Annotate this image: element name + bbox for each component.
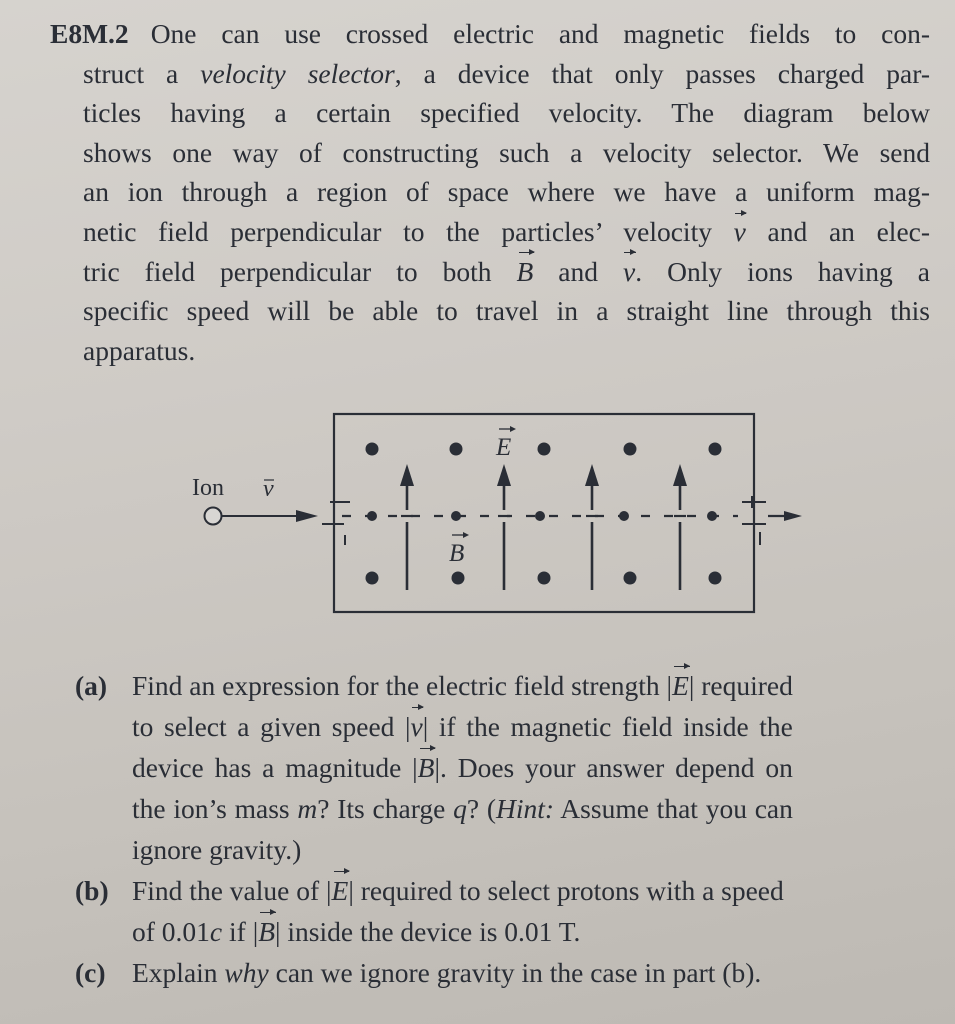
ion-particle <box>205 508 222 525</box>
part-c-text: Explain why can we ignore gravity in the case in part (b). <box>132 957 762 988</box>
B-label-arrowhead <box>463 532 469 538</box>
part-a-text: Find an expression for the electric field strength |E| required to select a given speed |v| if the magnetic field inside the device has a magnitude |B|. Does your answer depend on the ion’s mass m? Its charge q? (Hint: Assume that you can ignore gravity.) <box>132 665 793 870</box>
velocity-arrow-head <box>296 510 318 522</box>
v-vector-symbol: v <box>411 706 423 747</box>
B-vector-symbol: B <box>258 911 275 952</box>
part-a-label: (a) <box>75 670 108 701</box>
v-vector-symbol: v <box>734 212 746 252</box>
intro-line-2: struct a velocity selector, a device that only passes charged par- <box>83 57 930 89</box>
intro-line-6: netic field perpendicular to the particles’ velocity v and an elec- <box>50 212 930 252</box>
B-field-label: B <box>449 540 465 567</box>
intro-line-1: E8M.2 One can use crossed electric and magnetic fields to con- <box>50 18 930 49</box>
intro-line-5: an ion through a region of space where we have a uniform mag- <box>83 176 930 208</box>
part-c <box>75 952 925 993</box>
intro-line-7: tric field perpendicular to both B and v. Only ions having a <box>50 252 930 292</box>
entrance-slit <box>322 502 350 545</box>
B-vector-symbol: B <box>418 747 435 788</box>
part-a <box>75 665 925 870</box>
E-vector-symbol: E <box>672 665 689 706</box>
electric-field-arrows <box>400 464 687 590</box>
v-vector-symbol: v <box>623 252 635 292</box>
problem-id: E8M.2 <box>50 18 129 49</box>
ion-label: Ion <box>192 475 224 501</box>
part-b-text: Find the value of |E| required to select protons with a speed of 0.01c if |B| inside the device is 0.01 T. <box>132 870 784 952</box>
intro-line-8: specific speed will be able to travel in a straight line through this <box>83 295 930 327</box>
part-b-label: (b) <box>75 875 109 906</box>
exit-arrow-head <box>784 511 802 521</box>
intro-line-9: apparatus. <box>83 334 196 366</box>
intro-line-4: shows one way of constructing such a velocity selector. We send <box>83 136 930 168</box>
part-b <box>75 870 925 952</box>
E-vector-symbol: E <box>332 870 349 911</box>
E-label-arrowhead <box>510 426 516 432</box>
ion-velocity-label: v <box>263 476 274 502</box>
E-field-label: E <box>496 434 512 461</box>
part-c-label: (c) <box>75 957 106 988</box>
problem-parts <box>75 665 925 993</box>
B-vector-symbol: B <box>516 252 533 292</box>
intro-line-3: ticles having a certain specified velocity. The diagram below <box>83 97 930 129</box>
